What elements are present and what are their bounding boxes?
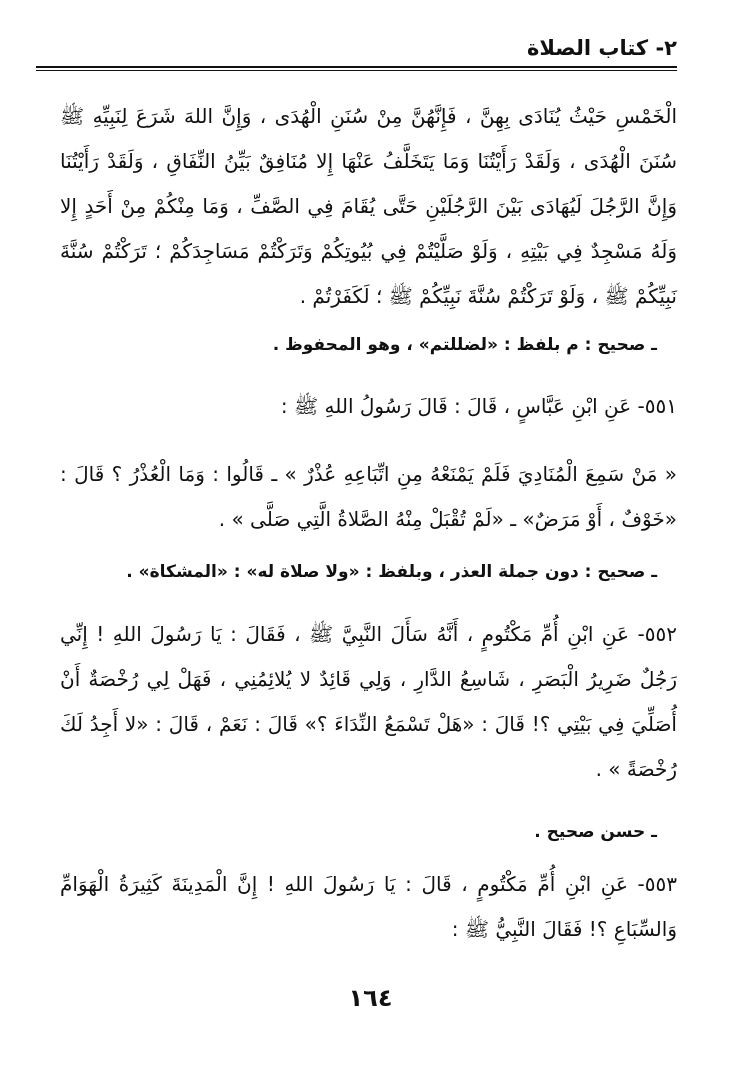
hadith-553-text: ٥٥٣- عَنِ ابْنِ أُمِّ مَكْتُومٍ ، قَالَ : يَا رَسُولَ اللهِ ! إِنَّ الْمَدِينَةَ كَثِيرَةُ الْهَوَامِّ وَالسِّبَاعِ ؟! فَقَالَ النَّبِيُّ ﷺ : (60, 872, 677, 941)
header-rule-thin (36, 70, 677, 71)
grade-note: ـ صحيح : م بلفظ : «لضللتم» ، وهو المحفوظ . (272, 335, 657, 355)
page-header (36, 30, 677, 70)
grade-note: ـ صحيح : دون جملة العذر ، وبلفظ : «ولا صلاة له» : «المشكاة» . (126, 562, 657, 582)
hadith-551-intro: ٥٥١- عَنِ ابْنِ عَبَّاسٍ ، قَالَ : قَالَ رَسُولُ اللهِ ﷺ : (280, 394, 677, 418)
hadith-continuation: الْخَمْسِ حَيْثُ يُنَادَى بِهِنَّ ، فَإِنَّهُنَّ مِنْ سُنَنِ الْهُدَى ، وَإِنَّ اللهَ شَرَعَ لِنَبِيِّهِ ﷺ سُنَنَ الْهُدَى ، وَلَقَدْ رَأَيْتُنَا وَمَا يَتَخَلَّفُ عَنْهَا إِلا مُنَافِقٌ بَيِّنُ النِّفَاقِ ، وَلَقَدْ رَأَيْتُنَا وَإِنَّ الرَّجُلَ لَيُهَادَى بَيْنَ الرَّجُلَيْنِ حَتَّى يُقَامَ فِي الصَّفِّ ، وَمَا مِنْكُمْ مِنْ أَحَدٍ إِلا وَلَهُ مَسْجِدٌ فِي بَيْتِهِ ، وَلَوْ صَلَّيْتُمْ فِي بُيُوتِكُمْ وَتَرَكْتُمْ مَسَاجِدَكُمْ ؛ تَرَكْتُمْ سُنَّةَ نَبِيِّكُمْ ﷺ ، وَلَوْ تَرَكْتُمْ سُنَّةَ نَبِيِّكُمْ ﷺ ؛ لَكَفَرْتُمْ . (60, 104, 677, 308)
grade-note: ـ حسن صحيح . (534, 822, 657, 842)
hadith-552-text: ٥٥٢- عَنِ ابْنِ أُمِّ مَكْتُومٍ ، أَنَّهُ سَأَلَ النَّبِيَّ ﷺ ، فَقَالَ : يَا رَسُولَ اللهِ ! إِنِّي رَجُلٌ ضَرِيرُ الْبَصَرِ ، شَاسِعُ الدَّارِ ، وَلِي قَائِدٌ لا يُلائِمُنِي ، فَهَلْ لِي رُخْصَةٌ أَنْ أُصَلِّيَ فِي بَيْتِي ؟! قَالَ : «هَلْ تَسْمَعُ النِّدَاءَ ؟» قَالَ : نَعَمْ ، قَالَ : «لا أَجِدُ لَكَ رُخْصَةً » . (60, 622, 677, 781)
hadith-551-text: « مَنْ سَمِعَ الْمُنَادِيَ فَلَمْ يَمْنَعْهُ مِنِ اتِّبَاعِهِ عُذْرٌ » ـ قَالُوا : وَمَا الْعُذْرُ ؟ قَالَ : «خَوْفٌ ، أَوْ مَرَضٌ» ـ «لَمْ تُقْبَلْ مِنْهُ الصَّلاةُ الَّتِي صَلَّى » . (60, 462, 677, 531)
header-rule-thick (36, 66, 677, 68)
chapter-title: ٢- كتاب الصلاة (526, 36, 677, 60)
page-number: ١٦٤ (348, 984, 393, 1012)
